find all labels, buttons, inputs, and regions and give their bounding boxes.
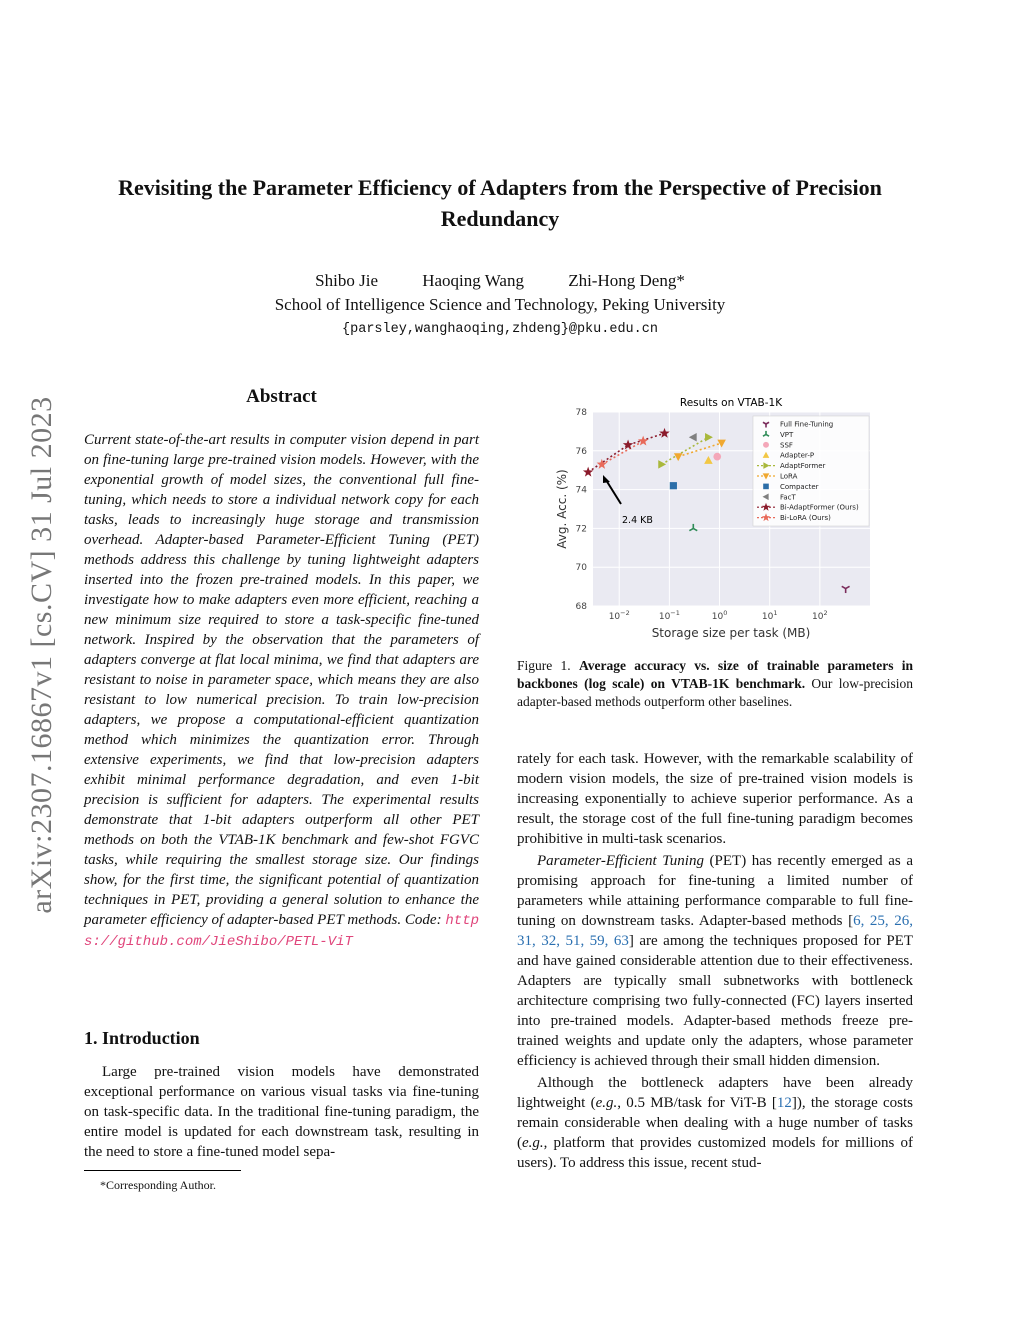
legend-label: Bi-LoRA (Ours) — [780, 514, 831, 523]
y-tick-label: 72 — [575, 524, 587, 535]
abstract-text: Current state-of-the-art results in computer vision depend in part on fine-tuning large pre-trained vision models. However, with the exponential growth of model sizes, the conventional full fine-tuning, which needs to store a individual network copy for each tasks, leads to increasingly huge storage and transmission overhead. Adapter-based Parameter-Efficient Tuning (PET) methods address this challenge by tuning lightweight adapters inserted into the frozen pre-trained models. In this paper, we investigate how to make adapters even more efficient, reaching a new minimum size required to store a task-specific fine-tuned network. Inspired by the observation that the parameters of adapters converge at flat local minima, we find that adapters are resistant to noise in parameter space, which means they are also resistant to low numerical precision. To train low-precision adapters, we propose a computational-efficient quantization method which minimizes the quantization error. Through extensive experiments, we find that low-precision adapters exhibit minimal performance degradation, and even 1-bit precision is sufficient for adapters. The experimental results demonstrate that 1-bit adapters outperform all other PET methods on both the VTAB-1K benchmark and few-shot FGVC tasks, while requiring the smallest storage size. Our findings show, for the first time, the significant potential of quantization techniques in PET, providing a general solution to enhance the parameter efficiency of adapter-based PET methods. Code: — [84, 432, 479, 928]
x-tick-label: $10^2$ — [812, 609, 828, 622]
x-tick-exponent: −1 — [670, 609, 680, 617]
paper-title: Revisiting the Parameter Efficiency of Adapters from the Perspective of Precision Redundancy — [118, 175, 882, 231]
y-tick-label: 78 — [575, 408, 587, 418]
storage-text-c: ]), the storage costs remain considerable when dealing with a huge number of tasks ( — [517, 1095, 914, 1151]
legend-label: SSF — [780, 441, 793, 450]
x-tick-label: $10^1$ — [761, 609, 778, 622]
paragraph-pet — [517, 851, 913, 1071]
legend-marker — [763, 484, 769, 490]
x-tick-exponent: −2 — [620, 609, 630, 617]
affiliation: School of Intelligence Science and Technology, Peking University — [274, 295, 726, 314]
storage-text-b: , 0.5 MB/task for ViT-B [ — [617, 1095, 777, 1111]
x-tick-exponent: 2 — [823, 609, 828, 617]
caption-label: Figure 1. — [517, 658, 571, 673]
data-point — [713, 453, 721, 461]
eg-2: e.g. — [522, 1135, 544, 1151]
x-tick-label: $10^0$ — [711, 609, 728, 622]
eg-1: e.g. — [595, 1095, 618, 1111]
legend-label: Full Fine-Tuning — [780, 420, 834, 429]
chart-legend — [753, 416, 869, 526]
author-emails: {parsley,wanghaoqing,zhdeng}@pku.edu.cn — [342, 322, 658, 337]
annotation-label: 2.4 KB — [622, 515, 653, 526]
x-tick-exponent: 0 — [723, 609, 728, 617]
paragraph-storage — [517, 1073, 913, 1173]
legend-label: Bi-AdaptFormer (Ours) — [780, 503, 859, 512]
x-tick-label: $10^{-2}$ — [608, 609, 630, 622]
chart-title: Results on VTAB-1K — [679, 397, 783, 409]
figure-caption — [517, 657, 913, 711]
author-3: Zhi-Hong Deng* — [568, 271, 685, 290]
citation-12[interactable]: 12 — [776, 1095, 792, 1111]
arxiv-id: arXiv:2307.16867v1 [cs.CV] 31 Jul 2023 — [25, 396, 58, 914]
caption-bold: Average accuracy vs. size of trainable parameters in backbones (log scale) on VTAB-1K benchmark. — [517, 658, 914, 691]
citation-list[interactable]: 6, 25, 26, 31, 32, 51, 59, 63 — [517, 913, 913, 949]
y-tick-label: 70 — [575, 563, 587, 574]
x-tick-label: $10^{-1}$ — [658, 609, 680, 622]
y-tick-label: 68 — [575, 602, 587, 612]
vtab-results-chart — [540, 392, 880, 642]
legend-label: Compacter — [780, 482, 819, 491]
footnote: *Corresponding Author. — [100, 1178, 216, 1192]
storage-text-d: , platform that provides customized models for millions of users). To address this issue, recent stud- — [517, 1135, 913, 1171]
arxiv-stamp — [17, 365, 67, 945]
legend-label: LoRA — [780, 472, 798, 481]
footnote-divider — [84, 1170, 241, 1171]
y-axis-ticks — [576, 408, 588, 612]
pet-text-b: ] are among the techniques proposed for PET and have gained considerable attention due to their effectiveness. Adapters are typically small subnetworks with bottleneck architecture comprising two fully-connected (FC) layers inserted into pre-trained models. Adapter-based methods freeze pre-trained weights and update only the adapters, whose parameter efficiency is achieved through their small hidden dimension. — [517, 933, 914, 1069]
legend-label: Adapter-P — [780, 451, 815, 460]
section-heading-introduction: 1. Introduction — [84, 1028, 200, 1048]
y-tick-label: 76 — [575, 446, 587, 457]
author-list — [100, 271, 900, 291]
author-1: Shibo Jie — [315, 271, 378, 290]
paragraph-continuation: rately for each task. However, with the remarkable scalability of modern vision models, the size of pre-trained vision models is increasing exponentially to achieve superior performance. As a result, the storage cost of the full fine-tuning paradigm becomes prohibitive in multi-task scenarios. — [517, 751, 913, 847]
x-tick-exponent: 1 — [773, 609, 778, 617]
legend-marker — [763, 442, 769, 448]
right-column-text — [517, 749, 913, 1175]
data-point — [583, 467, 593, 477]
abstract-heading: Abstract — [246, 386, 317, 407]
intro-paragraph: Large pre-trained vision models have demonstrated exceptional performance on various visual tasks via fine-tuning on task-specific data. In the traditional fine-tuning paradigm, the entire model is updated for each downstream task, resulting in the need to store a fine-tuned model sepa- — [84, 1064, 479, 1160]
abstract-body — [84, 430, 479, 952]
term-pet: Parameter-Efficient Tuning — [537, 853, 704, 869]
data-point — [670, 482, 677, 489]
legend-label: VPT — [780, 430, 794, 439]
x-axis-label: Storage size per task (MB) — [651, 626, 811, 640]
legend-label: AdaptFormer — [780, 462, 826, 471]
storage-text-a: Although the bottleneck adapters have been already lightweight ( — [517, 1075, 913, 1111]
legend-label: FacT — [780, 493, 796, 502]
author-2: Haoqing Wang — [422, 271, 524, 290]
y-tick-label: 74 — [575, 485, 587, 496]
caption-rest: Our low-precision adapter-based methods outperform other baselines. — [517, 676, 913, 709]
pet-text-a: (PET) has recently emerged as a promising approach for fine-tuning a limited number of parameters while attaining performance comparable to full fine-tuning on downstream tasks. Adapter-based methods [ — [517, 853, 913, 929]
code-link[interactable]: https://github.com/JieShibo/PETL-ViT — [84, 913, 479, 950]
y-axis-label: Avg. Acc. (%) — [555, 469, 569, 549]
x-axis-ticks — [609, 609, 828, 622]
